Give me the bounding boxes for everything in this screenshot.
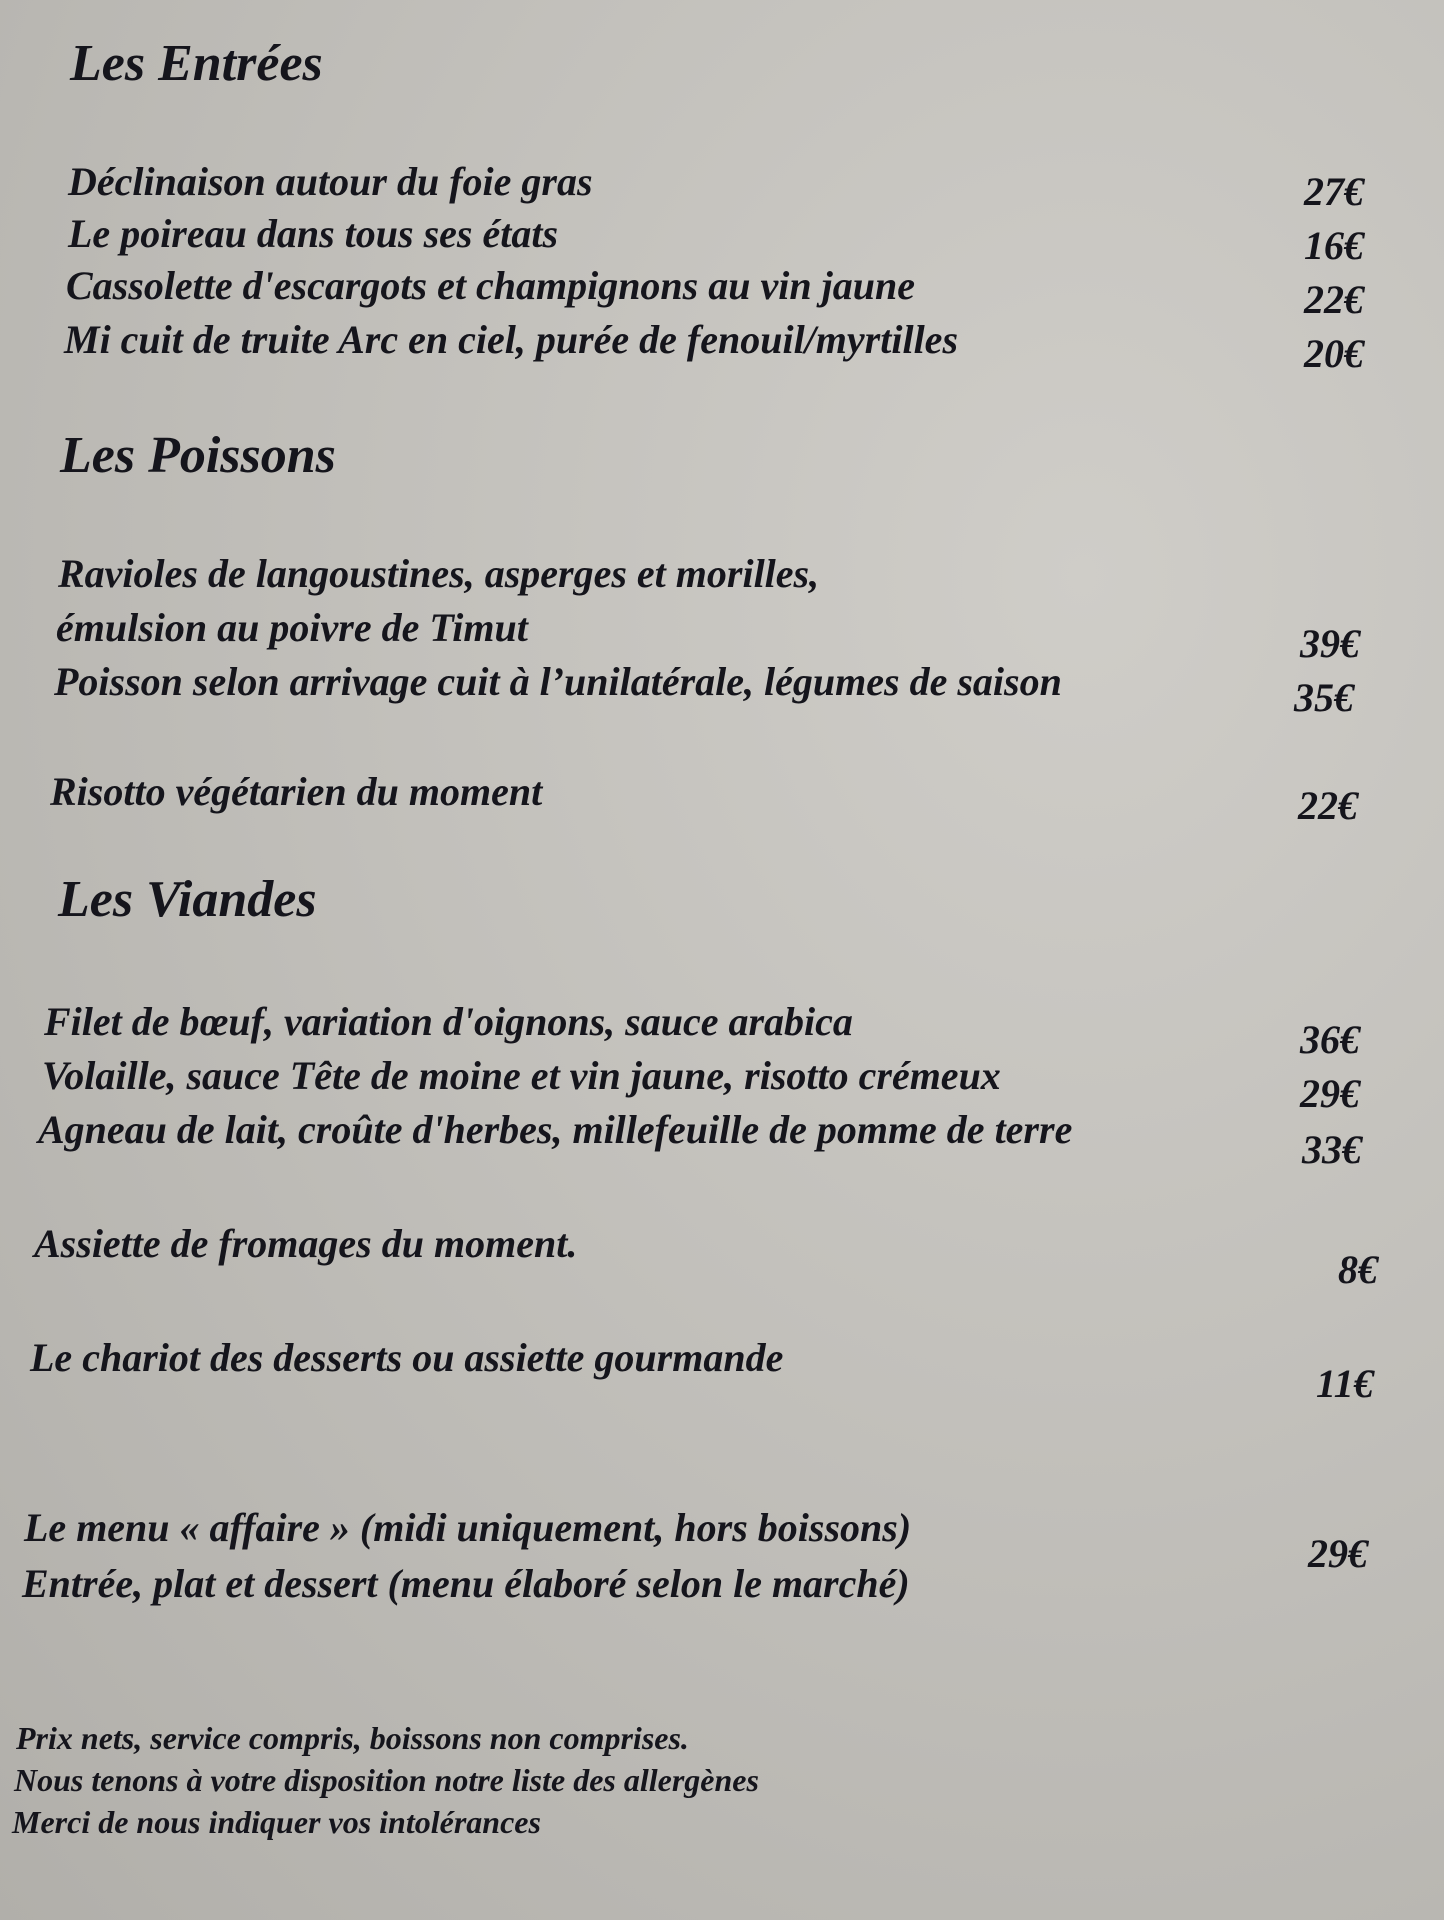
menu-item-name: Poisson selon arrivage cuit à l’unilatérale, légumes de saison — [54, 659, 1062, 704]
menu-item-name-line2: émulsion au poivre de Timut — [56, 605, 528, 650]
menu-item-price: 22€ — [1298, 783, 1358, 828]
menu-item-name: Le poireau dans tous ses états — [68, 211, 559, 256]
menu-item-name: Déclinaison autour du foie gras — [68, 159, 593, 204]
footer-note: Nous tenons à votre disposition notre liste des allergènes — [14, 1762, 759, 1798]
menu-item-name: Le chariot des desserts ou assiette gourmande — [30, 1335, 784, 1380]
menu-item-price: 27€ — [1304, 169, 1364, 214]
menu-affaire-line1: Le menu « affaire » (midi uniquement, hors boissons) — [24, 1505, 912, 1550]
menu-item-name: Agneau de lait, croûte d'herbes, millefeuille de pomme de terre — [38, 1107, 1073, 1152]
menu-affaire-price: 29€ — [1308, 1531, 1368, 1576]
menu-item-name-line1: Ravioles de langoustines, asperges et morilles, — [58, 551, 820, 596]
menu-item-price: 20€ — [1304, 331, 1364, 376]
menu-item-price: 22€ — [1304, 277, 1364, 322]
menu-item-name: Assiette de fromages du moment. — [34, 1221, 578, 1266]
menu-item-price: 39€ — [1300, 621, 1360, 666]
menu-item-price: 29€ — [1300, 1071, 1360, 1116]
section-title-poissons: Les Poissons — [60, 427, 336, 484]
menu-item-name: Filet de bœuf, variation d'oignons, sauce arabica — [44, 999, 853, 1044]
menu-item-name: Volaille, sauce Tête de moine et vin jaune, risotto crémeux — [42, 1053, 1001, 1098]
footer-note: Merci de nous indiquer vos intolérances — [12, 1804, 541, 1840]
section-title-entrees: Les Entrées — [70, 35, 323, 92]
section-title-viandes: Les Viandes — [58, 871, 317, 928]
menu-item-price: 35€ — [1294, 675, 1354, 720]
menu-affaire-line2: Entrée, plat et dessert (menu élaboré selon le marché) — [22, 1561, 910, 1606]
menu-item-price: 8€ — [1338, 1247, 1378, 1292]
menu-item-price: 16€ — [1304, 223, 1364, 268]
menu-item-name: Mi cuit de truite Arc en ciel, purée de fenouil/myrtilles — [64, 317, 959, 362]
menu-item-price: 36€ — [1300, 1017, 1360, 1062]
menu-item-price: 11€ — [1316, 1361, 1374, 1406]
menu-item-name: Risotto végétarien du moment — [50, 769, 543, 814]
footer-note: Prix nets, service compris, boissons non comprises. — [16, 1720, 689, 1756]
menu-item-price: 33€ — [1302, 1127, 1362, 1172]
menu-item-name: Cassolette d'escargots et champignons au vin jaune — [66, 263, 915, 308]
